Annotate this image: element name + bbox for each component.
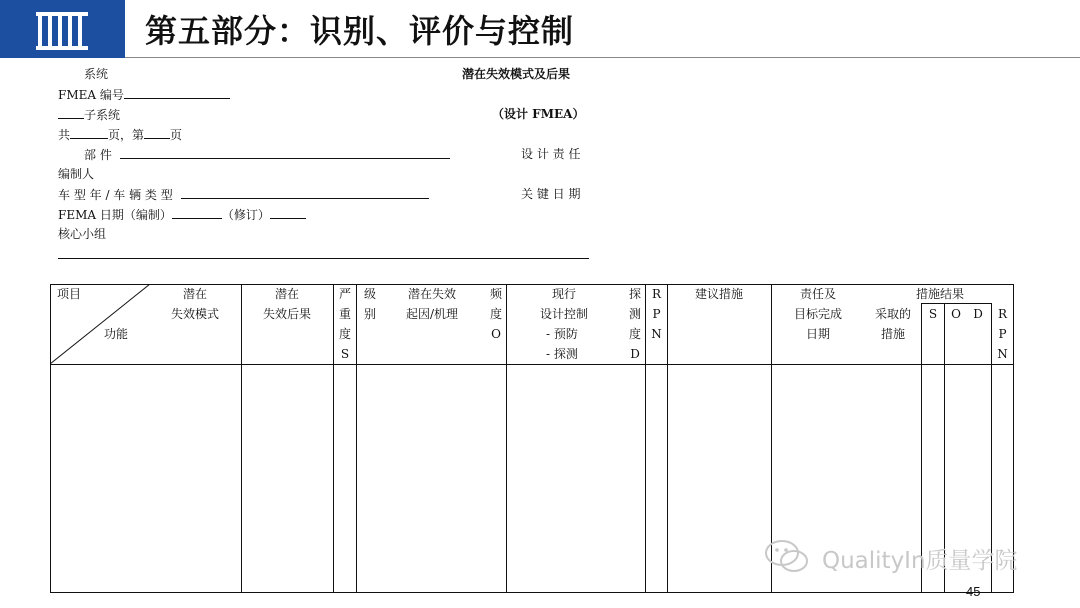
col-line	[506, 284, 507, 593]
col-item: 项目	[57, 287, 82, 301]
pages-end-label: 页	[170, 128, 183, 142]
col-occurrence: 频 度 O	[489, 287, 502, 341]
col-failure-mode: 潜在 失效模式	[170, 287, 219, 321]
col-line	[241, 284, 242, 593]
fmea-number-blank	[124, 87, 230, 99]
component-blank	[120, 147, 450, 159]
col-controls-items: - 预防 - 探测	[546, 327, 578, 361]
col-detection: 探 测 度 D	[628, 287, 641, 361]
table-header-bottom	[50, 364, 1014, 365]
pages-total-blank	[70, 127, 108, 139]
col-severity: 严 重 度 S	[338, 287, 351, 361]
company-logo	[0, 0, 125, 58]
fmea-date-blank	[172, 207, 222, 219]
col-responsibility: 责任及 目标完成 日期	[793, 287, 842, 341]
col-failure-effect: 潜在 失效后果	[262, 287, 311, 321]
col-action-results: 措施结果	[915, 287, 964, 301]
subsystem-field	[58, 107, 120, 122]
pages-mid-label: 页，第	[108, 128, 145, 142]
col-result-o: O	[951, 307, 961, 321]
col-class: 级 别	[364, 287, 377, 321]
col-line	[356, 284, 357, 593]
model-year-blank	[181, 187, 429, 199]
page-title: 第五部分：识别、评价与控制	[145, 12, 575, 50]
col-cause: 潜在失效 起因/机理	[405, 287, 459, 321]
col-result-s: S	[928, 307, 938, 321]
pages-total-label: 共	[58, 128, 71, 142]
pages-field	[58, 127, 182, 142]
logo-icon	[36, 12, 88, 50]
component-label: 部 件	[84, 148, 112, 162]
model-year-field	[58, 187, 429, 202]
col-actions-taken: 采取的 措施	[874, 307, 911, 341]
model-year-label: 车 型 年 / 车 辆 类 型	[58, 188, 173, 202]
col-function: 功能	[104, 327, 129, 341]
form-title: 潜在失效模式及后果	[462, 67, 571, 81]
page-no-blank	[144, 127, 170, 139]
table-bottom-border	[50, 592, 1014, 593]
form-subtitle: （设计 FMEA）	[492, 107, 585, 121]
subsystem-label: 子系统	[84, 108, 121, 122]
col-result-d: D	[973, 307, 983, 321]
fmea-number-label: FMEA 编号	[58, 88, 124, 102]
system-label: 系统	[84, 67, 109, 81]
col-recommended-actions: 建议措施	[694, 287, 743, 301]
fmea-number-field	[58, 87, 230, 102]
revised-blank	[270, 207, 306, 219]
preparer-label: 编制人	[58, 167, 95, 181]
core-team-line	[58, 258, 589, 259]
watermark-text: QualityIn质量学院	[822, 548, 1018, 574]
component-field	[84, 147, 450, 162]
key-date-label: 关 键 日 期	[521, 187, 581, 201]
col-rpn: R P N	[651, 287, 662, 341]
wechat-icon	[764, 538, 816, 576]
fmea-date-label: FEMA 日期（编制）	[58, 208, 172, 222]
col-line	[667, 284, 668, 593]
revised-label: （修订）	[221, 208, 270, 222]
col-current-controls: 现行 设计控制	[539, 287, 588, 321]
design-responsibility-label: 设 计 责 任	[521, 147, 581, 161]
col-result-rpn: R P N	[997, 307, 1008, 361]
page-number: 45	[966, 584, 981, 599]
fmea-date-field	[58, 207, 306, 222]
subsystem-blank	[58, 107, 84, 119]
title-divider	[125, 57, 1080, 58]
core-team-label: 核心小组	[58, 227, 107, 241]
